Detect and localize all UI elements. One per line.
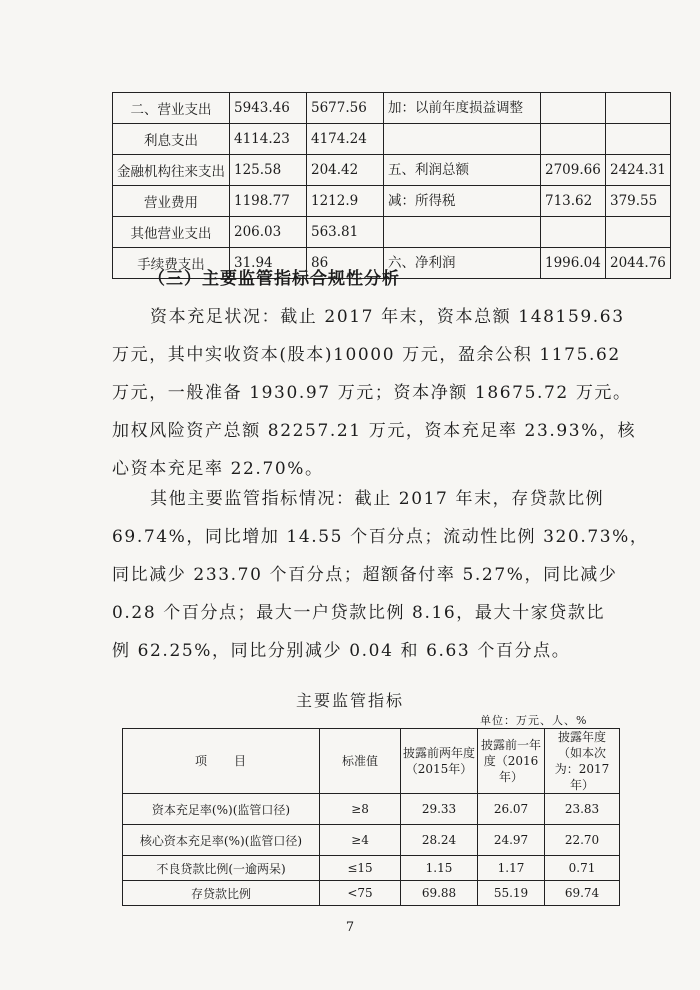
value-2017: 0.71	[545, 856, 620, 881]
paragraph-line: 加权风险资产总额 82257.21 万元，资本充足率 23.93%，核	[112, 421, 637, 441]
standard-value: ≤15	[320, 856, 401, 881]
value-2016-right	[606, 124, 671, 155]
row-label-right: 五、利润总额	[384, 155, 541, 186]
value-2017: 23.83	[545, 794, 620, 825]
value-2017-right	[541, 217, 606, 248]
row-label: 利息支出	[113, 124, 230, 155]
paragraph-line: 其他主要监管指标情况：截止 2017 年末，存贷款比例	[150, 489, 605, 509]
unit-note: 单位：万元、人、%	[480, 714, 588, 727]
value-2016: 86	[307, 248, 384, 279]
income-statement-table	[112, 92, 671, 279]
row-label: 金融机构往来支出	[113, 155, 230, 186]
row-label-right	[384, 217, 541, 248]
paragraph-line: 万元，其中实收资本(股本)10000 万元，盈余公积 1175.62	[112, 345, 621, 365]
value-2017: 5943.46	[230, 93, 307, 124]
row-label-right: 六、净利润	[384, 248, 541, 279]
value-2016-right	[606, 93, 671, 124]
value-2016: 1.17	[478, 856, 545, 881]
value-2017-right: 2709.66	[541, 155, 606, 186]
row-label: 其他营业支出	[113, 217, 230, 248]
paragraph-line: 心资本充足率 22.70%。	[112, 459, 324, 479]
value-2017: 206.03	[230, 217, 307, 248]
table-row	[123, 881, 620, 906]
value-2016: 4174.24	[307, 124, 384, 155]
header-item: 项 目	[123, 729, 320, 794]
value-2017: 125.58	[230, 155, 307, 186]
table-row	[113, 155, 671, 186]
table-row	[123, 856, 620, 881]
value-2017: 4114.23	[230, 124, 307, 155]
row-label-right	[384, 124, 541, 155]
paragraph-line: 69.74%，同比增加 14.55 个百分点；流动性比例 320.73%，	[112, 527, 649, 547]
indicator-name: 资本充足率(%)(监管口径)	[123, 794, 320, 825]
standard-value: <75	[320, 881, 401, 906]
table-row	[113, 93, 671, 124]
paragraph-line: 0.28 个百分点；最大一户贷款比例 8.16，最大十家贷款比	[112, 603, 606, 623]
value-2017-right: 1996.04	[541, 248, 606, 279]
value-2016: 55.19	[478, 881, 545, 906]
value-2016: 1212.9	[307, 186, 384, 217]
indicator-name: 存贷款比例	[123, 881, 320, 906]
row-label-right: 加：以前年度损益调整	[384, 93, 541, 124]
table-row	[113, 124, 671, 155]
indicator-name: 不良贷款比例(一逾两呆)	[123, 856, 320, 881]
row-label: 营业费用	[113, 186, 230, 217]
section-title: （三）主要监管指标合规性分析	[148, 269, 400, 289]
value-2015: 28.24	[401, 825, 478, 856]
paragraph-line: 资本充足状况：截止 2017 年末，资本总额 148159.63	[150, 307, 625, 327]
table-row	[123, 794, 620, 825]
row-label-right: 减：所得税	[384, 186, 541, 217]
value-2016: 24.97	[478, 825, 545, 856]
value-2015: 29.33	[401, 794, 478, 825]
indicator-name: 核心资本充足率(%)(监管口径)	[123, 825, 320, 856]
header-2016: 披露前一年度（2016年）	[478, 729, 545, 794]
value-2016: 26.07	[478, 794, 545, 825]
value-2016: 563.81	[307, 217, 384, 248]
standard-value: ≥8	[320, 794, 401, 825]
table-row	[123, 825, 620, 856]
value-2017: 1198.77	[230, 186, 307, 217]
indicator-table-title: 主要监管指标	[295, 691, 404, 710]
header-standard: 标准值	[320, 729, 401, 794]
value-2015: 69.88	[401, 881, 478, 906]
value-2017-right	[541, 124, 606, 155]
value-2016-right: 379.55	[606, 186, 671, 217]
paragraph-line: 例 62.25%，同比分别减少 0.04 和 6.63 个百分点。	[112, 641, 571, 661]
header-2017: 披露年度（如本次为：2017年）	[545, 729, 620, 794]
value-2016-right: 2044.76	[606, 248, 671, 279]
value-2017-right: 713.62	[541, 186, 606, 217]
row-label: 二、营业支出	[113, 93, 230, 124]
indicator-table-header	[123, 729, 620, 794]
table-row	[113, 186, 671, 217]
header-2015: 披露前两年度（2015年）	[401, 729, 478, 794]
value-2015: 1.15	[401, 856, 478, 881]
capital-adequacy-paragraph	[112, 298, 637, 488]
value-2016-right	[606, 217, 671, 248]
other-indicators-paragraph	[112, 480, 649, 670]
value-2016: 5677.56	[307, 93, 384, 124]
value-2017-right	[541, 93, 606, 124]
value-2017: 22.70	[545, 825, 620, 856]
paragraph-line: 万元，一般准备 1930.97 万元；资本净额 18675.72 万元。	[112, 383, 632, 403]
value-2017: 31.94	[230, 248, 307, 279]
standard-value: ≥4	[320, 825, 401, 856]
indicator-table	[122, 728, 620, 906]
paragraph-line: 同比减少 233.70 个百分点；超额备付率 5.27%，同比减少	[112, 565, 618, 585]
page-number: 7	[345, 920, 355, 935]
value-2016: 204.42	[307, 155, 384, 186]
row-label: 手续费支出	[113, 248, 230, 279]
value-2016-right: 2424.31	[606, 155, 671, 186]
value-2017: 69.74	[545, 881, 620, 906]
table-row	[113, 217, 671, 248]
